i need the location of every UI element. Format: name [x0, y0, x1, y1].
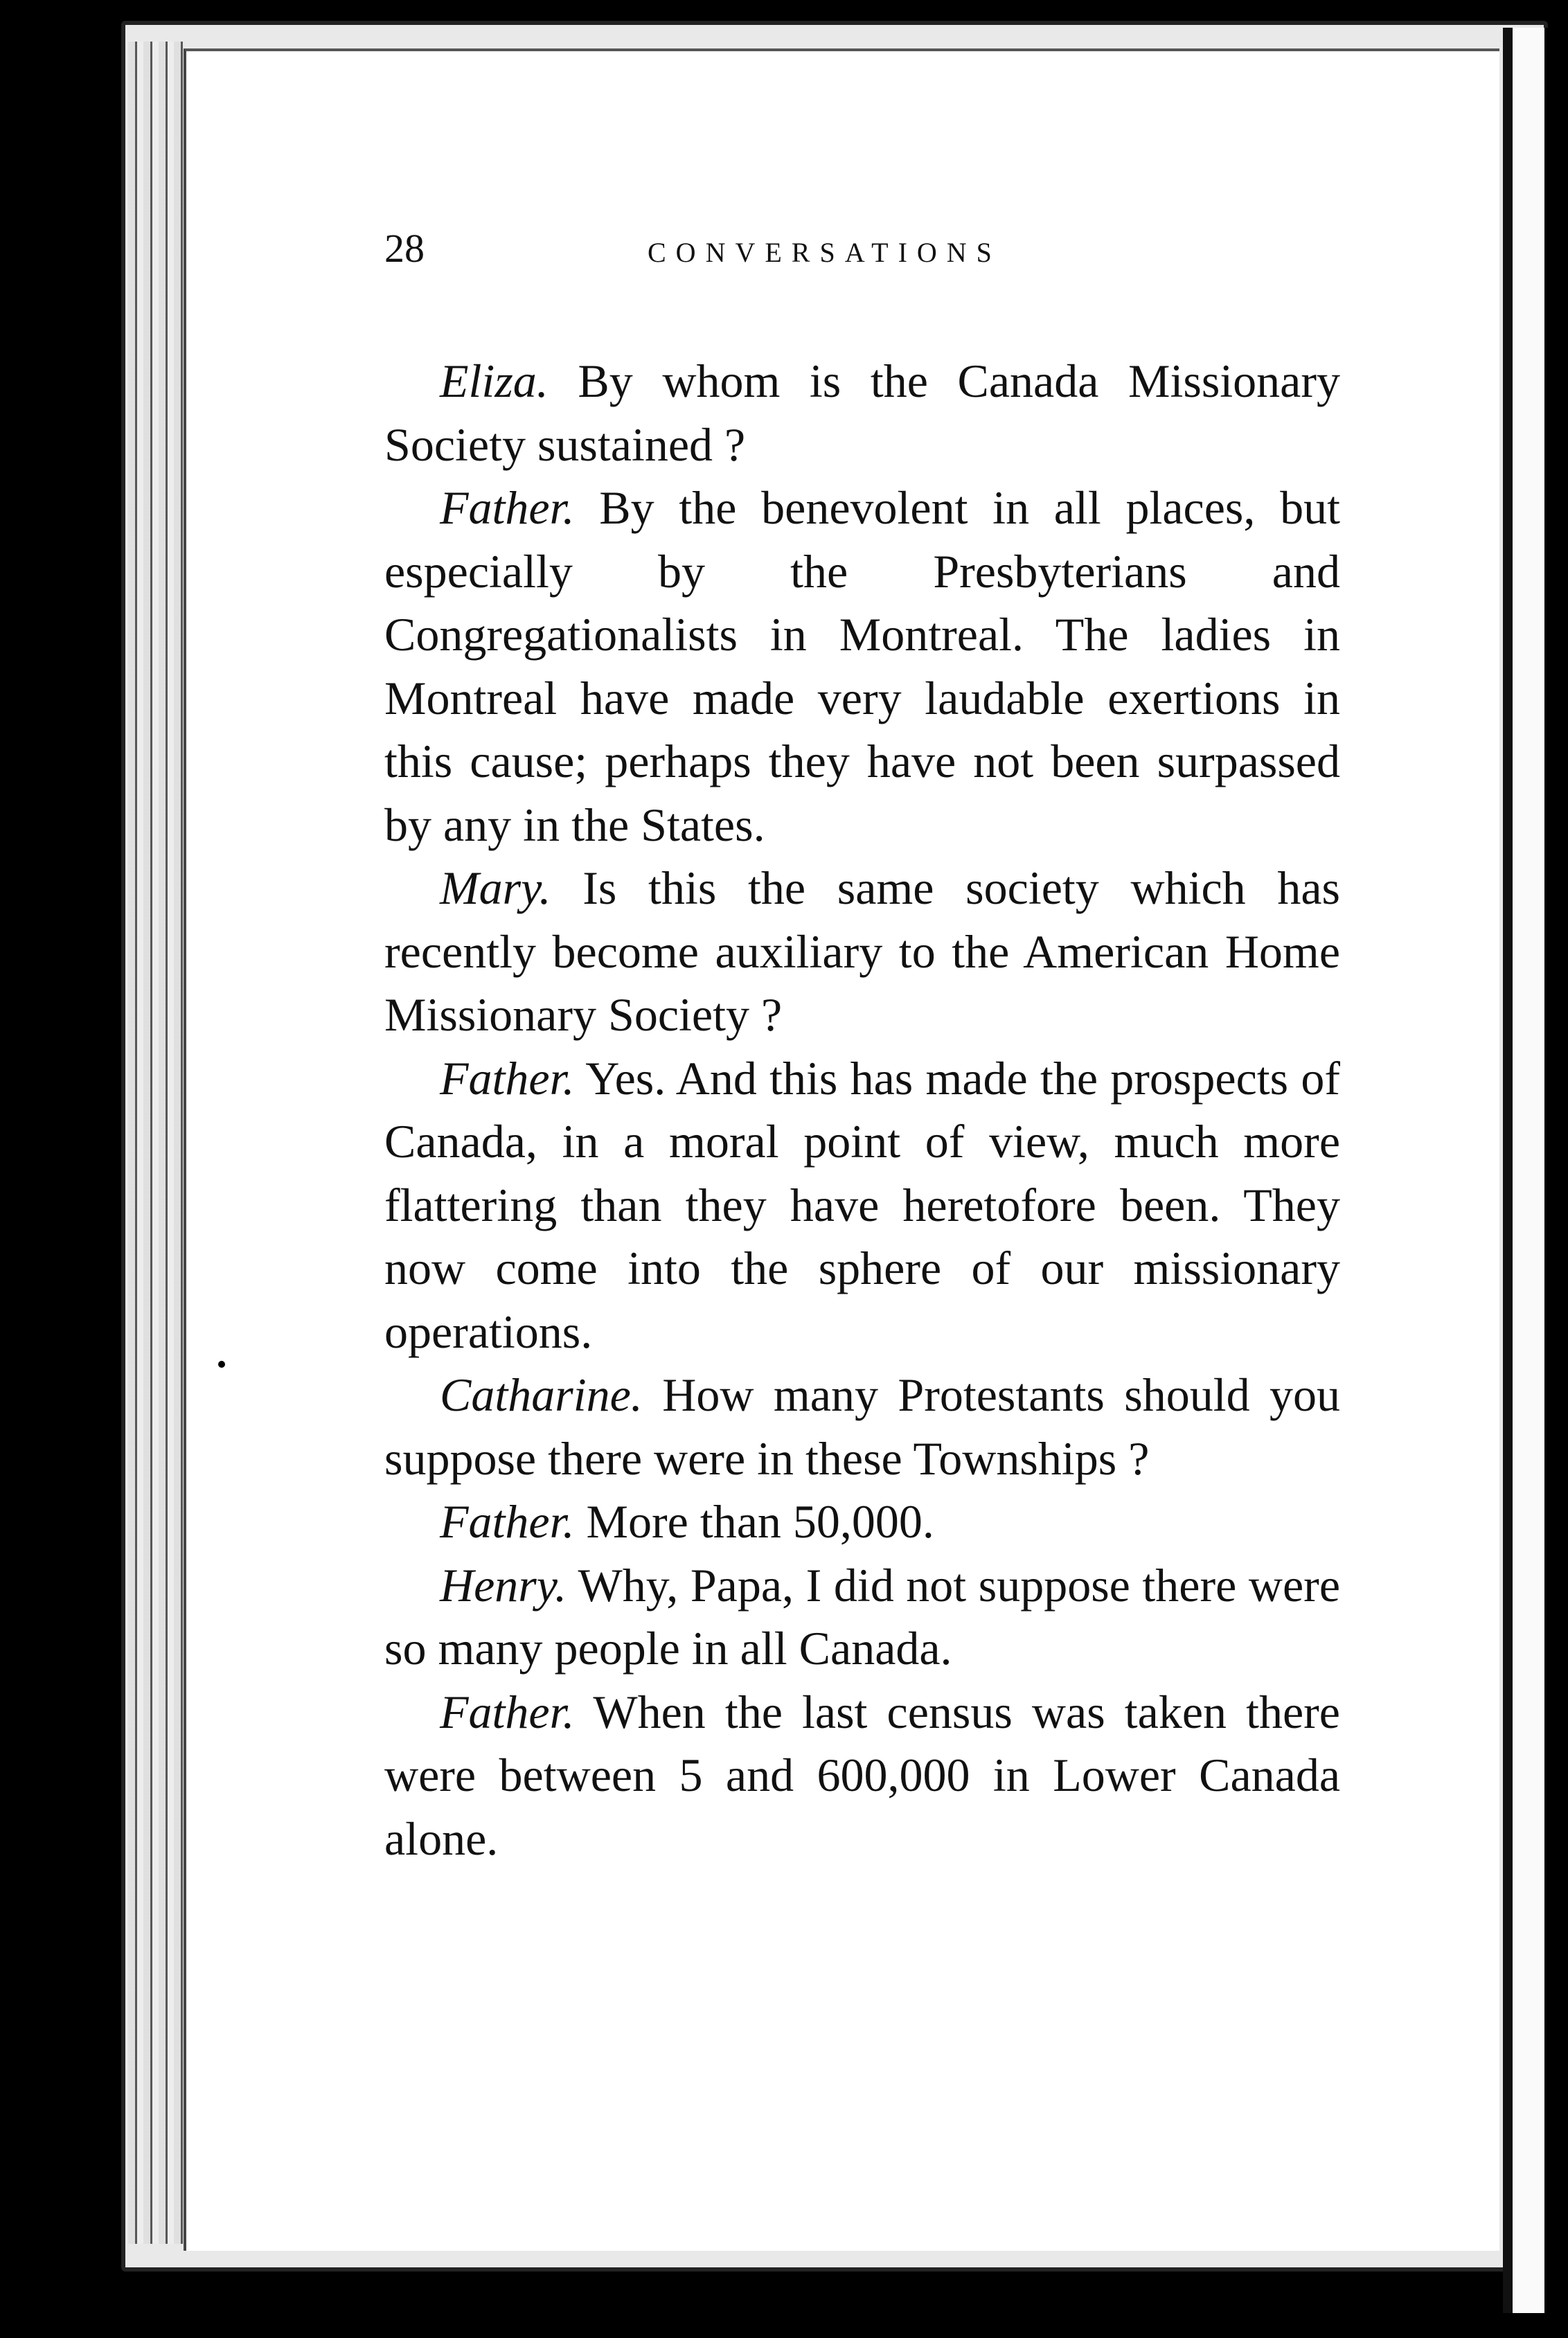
page-header: [384, 225, 1354, 287]
speaker-name: Mary.: [440, 862, 551, 914]
dialogue-paragraph: [384, 1681, 1340, 1871]
paragraph-text: Yes. And this has made the prospects of Canada, in a moral point of view, much more flattering than they have heretofore been. They now come into the sphere of our missionary operations.: [384, 1051, 1340, 1358]
paragraph-text: By whom is the Canada Missionary Society sustained ?: [384, 355, 1341, 471]
paragraph-text: More than 50,000.: [586, 1495, 934, 1548]
scan-speck: [59, 1939, 66, 1946]
body-text: [384, 350, 1340, 1871]
speaker-name: Father.: [440, 1051, 575, 1105]
speaker-name: Henry.: [440, 1558, 567, 1612]
dialogue-paragraph: [384, 1047, 1340, 1364]
dialogue-paragraph: [384, 1364, 1340, 1490]
dialogue-paragraph: [384, 1554, 1340, 1681]
facing-page-edge: [1503, 28, 1568, 2313]
dialogue-paragraph: [384, 476, 1340, 857]
speaker-name: Catharine.: [440, 1368, 643, 1421]
dialogue-paragraph: [384, 857, 1340, 1047]
speaker-name: Eliza.: [440, 355, 549, 407]
page-edges: [128, 42, 184, 2244]
dialogue-paragraph: [384, 350, 1340, 476]
dialogue-paragraph: [384, 1490, 1340, 1554]
running-head: CONVERSATIONS: [648, 237, 1001, 268]
paragraph-text: By the benevolent in all places, but especially by the Presbyterians and Congregationalists in Montreal. The ladies in Montreal have made very laudable exertions in this cause; perhaps they have not been surpassed by any in the States.: [384, 481, 1340, 851]
paragraph-text: Why, Papa, I did not suppose there were so many people in all Canada.: [384, 1558, 1340, 1675]
paragraph-text: Is this the same society which has recently become auxiliary to the American Home Missionary Society ?: [384, 862, 1341, 1041]
speaker-name: Father.: [440, 1495, 575, 1548]
page-number: 28: [384, 226, 425, 271]
paragraph-text: How many Protestants should you suppose there were in these Townships ?: [384, 1368, 1341, 1485]
speaker-name: Father.: [440, 481, 575, 534]
speaker-name: Father.: [440, 1685, 575, 1738]
scan-speck: [218, 1361, 225, 1368]
paragraph-text: When the last census was taken there were between 5 and 600,000 in Lower Canada alone.: [384, 1685, 1340, 1865]
scan-speck: [29, 990, 44, 1000]
